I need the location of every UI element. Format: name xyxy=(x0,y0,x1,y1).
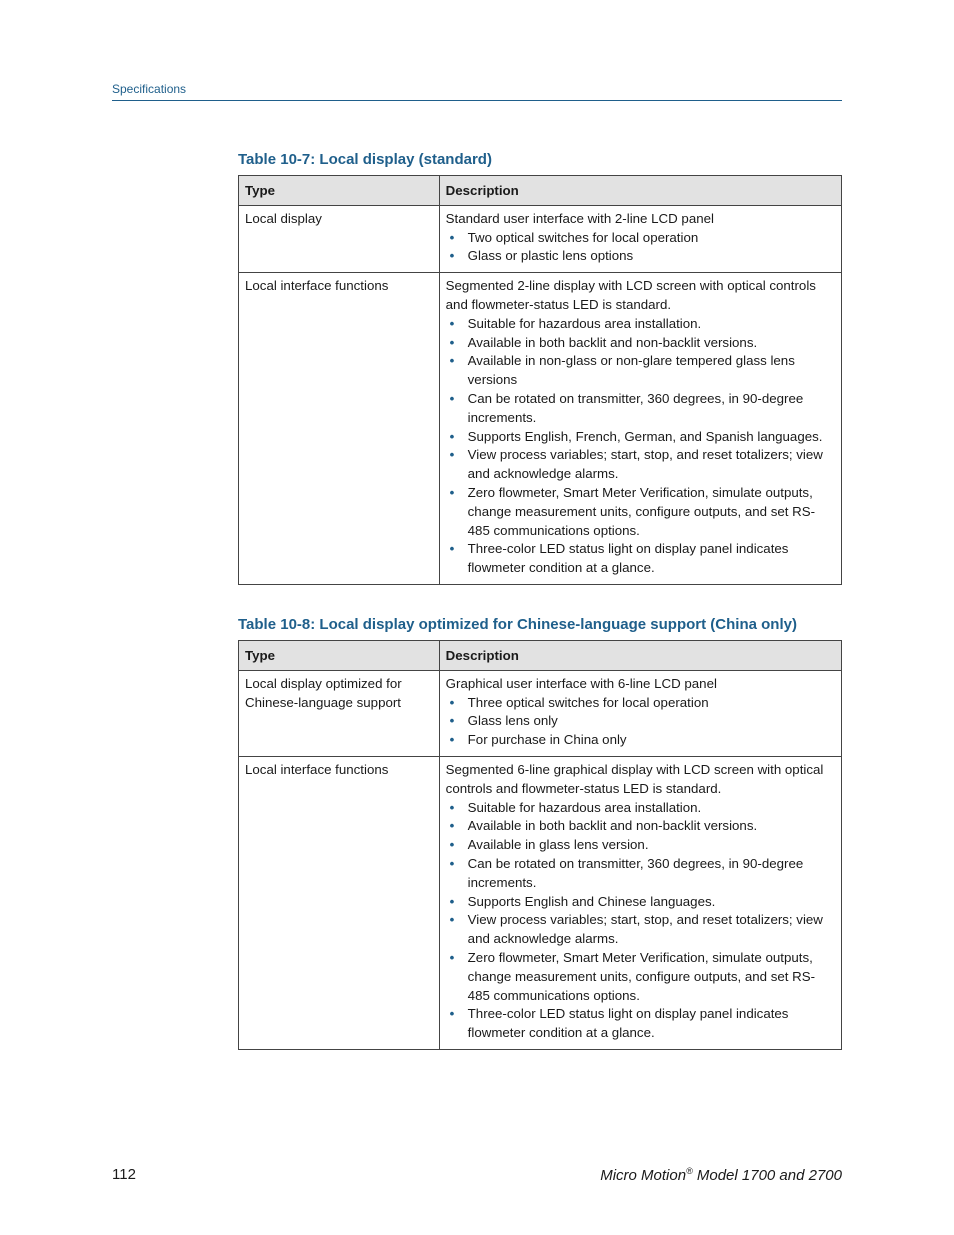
description-intro: Segmented 6-line graphical display with LCD screen with optical controls and flowmeter-status LED is standard. xyxy=(445,761,824,796)
list-item: • View process variables; start, stop, and reset totalizers; view and acknowledge alarms. xyxy=(446,446,835,484)
table-header-row xyxy=(239,176,842,206)
description-cell xyxy=(439,273,841,585)
description-cell xyxy=(439,756,841,1049)
type-cell: Local display optimized for Chinese-language support xyxy=(239,670,440,756)
description-cell xyxy=(439,205,841,272)
list-item: • Zero flowmeter, Smart Meter Verification, simulate outputs, change measurement units, configure outputs, and set RS-485 communications options. xyxy=(446,484,835,540)
local-display-table xyxy=(238,175,842,585)
list-item: • Suitable for hazardous area installation. xyxy=(446,315,835,334)
list-item: • Available in both backlit and non-backlit versions. xyxy=(446,334,835,353)
list-item: • View process variables; start, stop, and reset totalizers; view and acknowledge alarms. xyxy=(446,911,835,949)
column-header-description: Description xyxy=(439,176,841,206)
document-title xyxy=(600,1166,842,1184)
table-row xyxy=(239,670,842,756)
document-title-brand: Micro Motion xyxy=(600,1167,687,1184)
column-header-type: Type xyxy=(239,176,440,206)
bullet-list xyxy=(446,315,835,578)
page-number: 112 xyxy=(112,1166,136,1183)
column-header-type: Type xyxy=(239,641,440,671)
list-item: • Three optical switches for local operation xyxy=(446,694,835,713)
list-item: • Supports English, French, German, and Spanish languages. xyxy=(446,428,835,447)
description-cell xyxy=(439,670,841,756)
chinese-display-table xyxy=(238,640,842,1050)
column-header-description: Description xyxy=(439,641,841,671)
table-row xyxy=(239,756,842,1049)
table2-title: Table 10-8: Local display optimized for Chinese-language support (China only) xyxy=(238,616,797,633)
table-row xyxy=(239,273,842,585)
registered-mark: ® xyxy=(686,1166,693,1176)
type-cell: Local interface functions xyxy=(239,756,440,1049)
section-label: Specifications xyxy=(112,82,187,96)
list-item: • Glass or plastic lens options xyxy=(446,247,835,266)
list-item: • For purchase in China only xyxy=(446,731,835,750)
list-item: • Supports English and Chinese languages. xyxy=(446,893,835,912)
bullet-list xyxy=(446,694,835,750)
list-item: • Available in non-glass or non-glare tempered glass lens versions xyxy=(446,352,835,390)
list-item: • Can be rotated on transmitter, 360 degrees, in 90-degree increments. xyxy=(446,390,835,428)
list-item: • Three-color LED status light on display panel indicates flowmeter condition at a glance. xyxy=(446,540,835,578)
running-header xyxy=(112,80,842,101)
list-item: • Can be rotated on transmitter, 360 degrees, in 90-degree increments. xyxy=(446,855,835,893)
type-cell: Local interface functions xyxy=(239,273,440,585)
bullet-list xyxy=(446,799,835,1043)
list-item: • Available in both backlit and non-backlit versions. xyxy=(446,817,835,836)
bullet-list xyxy=(446,229,835,267)
list-item: • Two optical switches for local operation xyxy=(446,229,835,248)
list-item: • Suitable for hazardous area installation. xyxy=(446,799,835,818)
list-item: • Glass lens only xyxy=(446,712,835,731)
list-item: • Available in glass lens version. xyxy=(446,836,835,855)
list-item: • Zero flowmeter, Smart Meter Verification, simulate outputs, change measurement units, configure outputs, and set RS-485 communications options. xyxy=(446,949,835,1005)
table-row xyxy=(239,205,842,272)
list-item: • Three-color LED status light on display panel indicates flowmeter condition at a glance. xyxy=(446,1005,835,1043)
type-cell: Local display xyxy=(239,205,440,272)
description-intro: Standard user interface with 2-line LCD panel xyxy=(445,210,714,226)
table-header-row xyxy=(239,641,842,671)
description-intro: Segmented 2-line display with LCD screen with optical controls and flowmeter-status LED is standard. xyxy=(445,278,816,312)
table1-title: Table 10-7: Local display (standard) xyxy=(238,151,492,168)
description-intro: Graphical user interface with 6-line LCD panel xyxy=(445,675,717,691)
document-title-model: Model 1700 and 2700 xyxy=(692,1167,842,1184)
